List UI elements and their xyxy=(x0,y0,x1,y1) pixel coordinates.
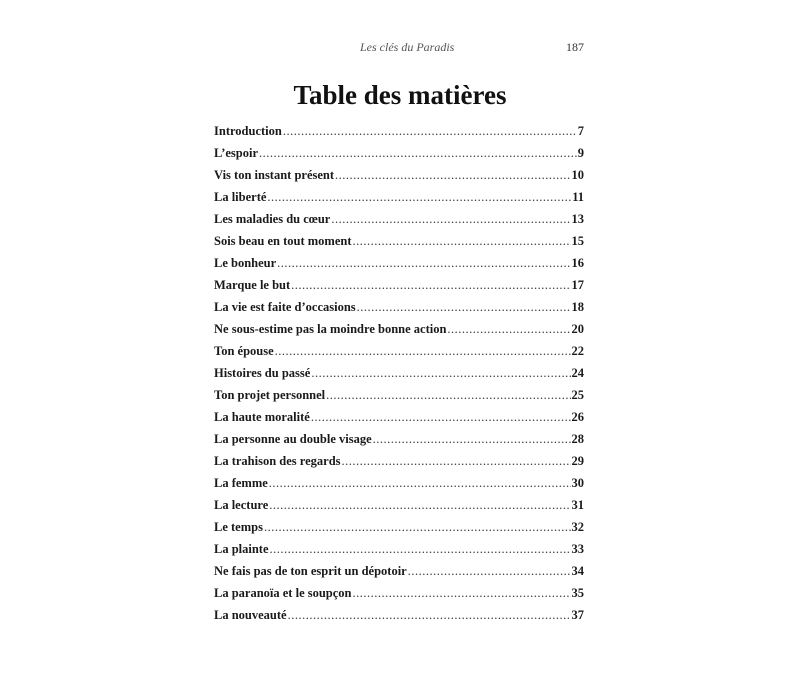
toc-entry xyxy=(214,384,584,406)
page-number: 187 xyxy=(566,40,584,54)
toc-entry-page: 31 xyxy=(571,498,584,512)
toc-entry-label: La lecture xyxy=(214,498,269,512)
toc-entry xyxy=(214,604,584,626)
toc-entry xyxy=(214,450,584,472)
toc-entry xyxy=(214,164,584,186)
toc-entry-page: 10 xyxy=(571,168,584,182)
toc-entry-page: 20 xyxy=(571,322,584,336)
toc-entry xyxy=(214,230,584,252)
toc-leader-dots xyxy=(342,450,571,472)
toc-entry-page: 29 xyxy=(571,454,584,468)
toc-entry xyxy=(214,494,584,516)
toc-entry xyxy=(214,186,584,208)
toc-leader-dots xyxy=(447,318,570,340)
toc-entry-page: 18 xyxy=(571,300,584,314)
toc-entry-label: La nouveauté xyxy=(214,608,287,622)
toc-entry-page: 32 xyxy=(571,520,584,534)
toc-entry-page: 17 xyxy=(571,278,584,292)
toc-entry-page: 7 xyxy=(577,124,584,138)
toc-leader-dots xyxy=(283,120,577,142)
toc-entry-label: La trahison des regards xyxy=(214,454,341,468)
toc-leader-dots xyxy=(277,252,570,274)
toc-leader-dots xyxy=(331,208,570,230)
toc-entry xyxy=(214,318,584,340)
toc-leader-dots xyxy=(408,560,571,582)
toc-entry-page: 26 xyxy=(571,410,584,424)
toc-entry-label: Sois beau en tout moment xyxy=(214,234,352,248)
toc-entry-label: La plainte xyxy=(214,542,269,556)
toc-entry-label: La vie est faite d’occasions xyxy=(214,300,356,314)
toc-entry xyxy=(214,296,584,318)
toc-leader-dots xyxy=(259,142,577,164)
toc-entry-label: L’espoir xyxy=(214,146,258,160)
toc-entry-label: La femme xyxy=(214,476,268,490)
toc-entry-label: La haute moralité xyxy=(214,410,310,424)
toc-entry-page: 35 xyxy=(571,586,584,600)
toc-entry xyxy=(214,472,584,494)
toc-entry xyxy=(214,406,584,428)
toc-entry-label: Ton épouse xyxy=(214,344,274,358)
toc-entry-page: 9 xyxy=(577,146,584,160)
toc-leader-dots xyxy=(311,362,570,384)
toc-entry-label: Les maladies du cœur xyxy=(214,212,331,226)
toc-entry xyxy=(214,208,584,230)
toc-entry xyxy=(214,516,584,538)
toc-entry-label: La paranoïa et le soupçon xyxy=(214,586,352,600)
toc-entry-page: 37 xyxy=(571,608,584,622)
toc-leader-dots xyxy=(267,186,571,208)
toc-leader-dots xyxy=(311,406,571,428)
toc-leader-dots xyxy=(269,472,571,494)
toc-entry xyxy=(214,274,584,296)
toc-entry-page: 34 xyxy=(571,564,584,578)
book-title: Les clés du Paradis xyxy=(360,40,455,54)
toc-entry-label: Ne sous-estime pas la moindre bonne action xyxy=(214,322,447,336)
toc-entry xyxy=(214,142,584,164)
toc-leader-dots xyxy=(275,340,571,362)
toc-entry-page: 25 xyxy=(571,388,584,402)
toc-entry-page: 30 xyxy=(571,476,584,490)
toc-entry-page: 13 xyxy=(571,212,584,226)
toc-entry xyxy=(214,582,584,604)
toc-entry xyxy=(214,560,584,582)
toc-list xyxy=(214,120,584,626)
toc-leader-dots xyxy=(335,164,570,186)
toc-entry xyxy=(214,252,584,274)
toc-entry-label: Le temps xyxy=(214,520,263,534)
toc-leader-dots xyxy=(353,582,571,604)
toc-entry-label: Marque le but xyxy=(214,278,291,292)
toc-entry xyxy=(214,120,584,142)
toc-entry-page: 24 xyxy=(571,366,584,380)
running-header xyxy=(0,40,800,56)
toc-entry-label: Vis ton instant présent xyxy=(214,168,335,182)
toc-entry-label: Ne fais pas de ton esprit un dépotoir xyxy=(214,564,407,578)
toc-entry-page: 11 xyxy=(572,190,584,204)
toc-leader-dots xyxy=(353,230,571,252)
toc-leader-dots xyxy=(288,604,571,626)
toc-entry xyxy=(214,428,584,450)
toc-leader-dots xyxy=(291,274,570,296)
toc-entry xyxy=(214,538,584,560)
toc-leader-dots xyxy=(269,494,570,516)
toc-title: Table des matières xyxy=(293,80,507,111)
toc-entry xyxy=(214,340,584,362)
toc-entry xyxy=(214,362,584,384)
toc-entry-label: Ton projet personnel xyxy=(214,388,326,402)
toc-entry-page: 15 xyxy=(571,234,584,248)
toc-entry-label: Le bonheur xyxy=(214,256,277,270)
toc-leader-dots xyxy=(357,296,571,318)
toc-entry-page: 22 xyxy=(571,344,584,358)
toc-entry-page: 28 xyxy=(571,432,584,446)
toc-leader-dots xyxy=(373,428,571,450)
toc-entry-label: La liberté xyxy=(214,190,267,204)
toc-leader-dots xyxy=(270,538,571,560)
toc-entry-page: 16 xyxy=(571,256,584,270)
toc-entry-label: Introduction xyxy=(214,124,282,138)
toc-entry-page: 33 xyxy=(571,542,584,556)
toc-leader-dots xyxy=(326,384,570,406)
toc-entry-label: Histoires du passé xyxy=(214,366,311,380)
toc-entry-label: La personne au double visage xyxy=(214,432,372,446)
toc-leader-dots xyxy=(264,516,571,538)
